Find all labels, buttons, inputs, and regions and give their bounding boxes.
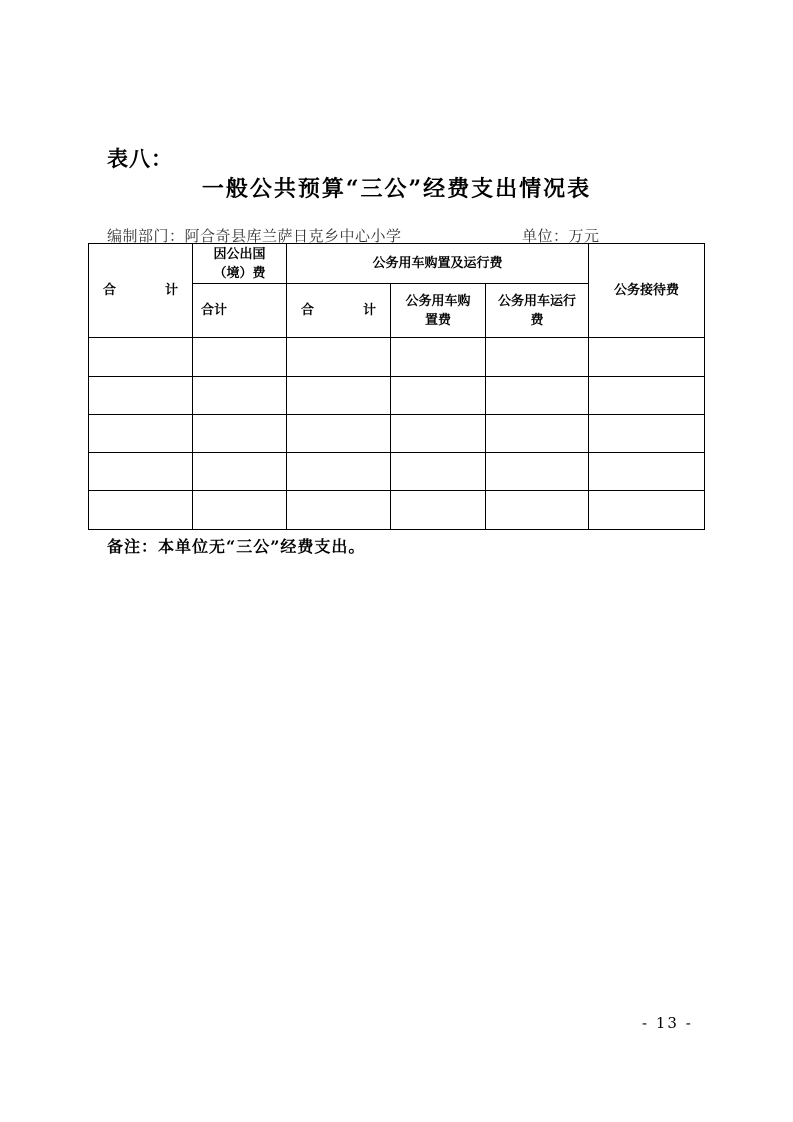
unit-label: 单位：万元 [522, 227, 600, 245]
table-cell [486, 453, 589, 491]
table-row [89, 338, 705, 377]
table-cell [486, 377, 589, 415]
table-cell [391, 491, 486, 530]
table-cell [589, 377, 705, 415]
subheader-vehicle-operation: 公务用车运行费 [486, 284, 589, 338]
header-abroad: 因公出国（境）费 [193, 244, 287, 284]
table-row [89, 415, 705, 453]
table-cell [391, 415, 486, 453]
table-cell [89, 453, 193, 491]
table-cell [193, 491, 287, 530]
table-label: 表八： [107, 146, 173, 171]
table-row [89, 453, 705, 491]
table-cell [287, 338, 391, 377]
table-cell [589, 491, 705, 530]
table-cell [89, 491, 193, 530]
table-cell [89, 338, 193, 377]
table-cell [287, 491, 391, 530]
table-cell [287, 377, 391, 415]
table-cell [589, 453, 705, 491]
page-number: - 13 - [642, 1014, 693, 1032]
header-vehicle: 公务用车购置及运行费 [287, 244, 589, 284]
footnote: 备注：本单位无“三公”经费支出。 [107, 537, 366, 556]
table-cell [391, 453, 486, 491]
table-cell [193, 377, 287, 415]
header-total: 合 计 [89, 244, 193, 338]
table-cell [193, 453, 287, 491]
table-cell [193, 338, 287, 377]
subheader-vehicle-purchase: 公务用车购置费 [391, 284, 486, 338]
department-label: 编制部门：阿合奇县库兰萨日克乡中心小学 [107, 227, 402, 245]
table-cell [89, 415, 193, 453]
table-row [89, 491, 705, 530]
expenditure-table [88, 243, 705, 530]
subheader-vehicle-total: 合 计 [287, 284, 391, 338]
table-cell [391, 377, 486, 415]
header-row [89, 244, 705, 284]
table-cell [589, 415, 705, 453]
table-cell [89, 377, 193, 415]
table-cell [287, 415, 391, 453]
table-cell [589, 338, 705, 377]
header-reception: 公务接待费 [589, 244, 705, 338]
table-cell [391, 338, 486, 377]
subheader-abroad-total: 合计 [193, 284, 287, 338]
table-cell [287, 453, 391, 491]
table-cell [486, 491, 589, 530]
table-cell [486, 415, 589, 453]
document-title: 一般公共预算“三公”经费支出情况表 [201, 176, 592, 202]
table-row [89, 377, 705, 415]
table-cell [193, 415, 287, 453]
table-cell [486, 338, 589, 377]
